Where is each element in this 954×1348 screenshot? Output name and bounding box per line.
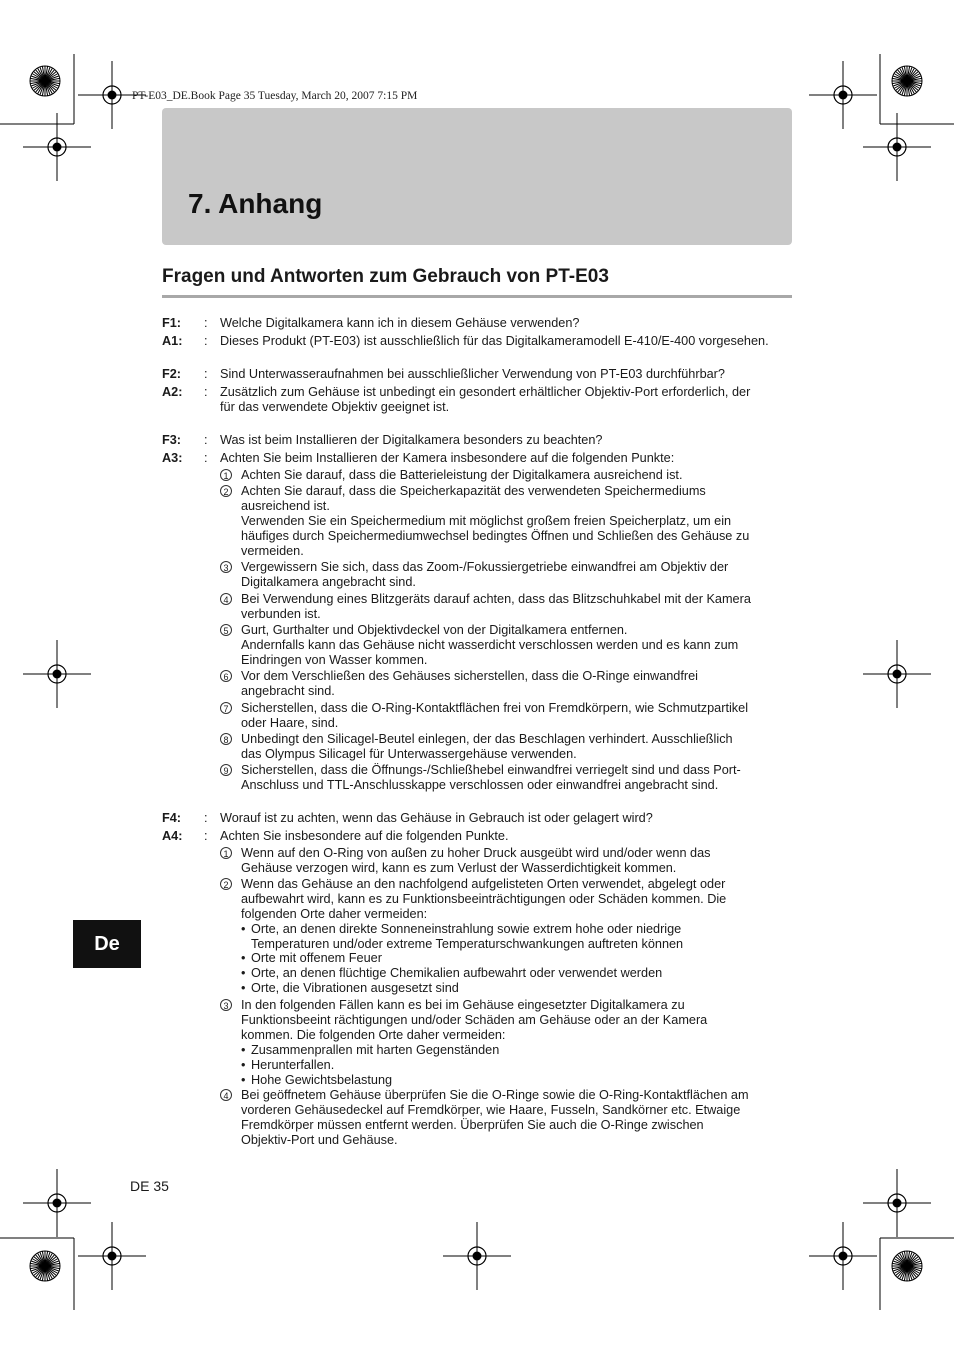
- registration-crosshair: [78, 1222, 146, 1290]
- page-number: DE 35: [130, 1178, 169, 1194]
- item-text: In den folgenden Fällen kann es bei im Gehäuse eingesetzter Digitalkamera zu Funktionsbeeint rächtigungen und/oder Schäden am Gehäuse oder an der Kamera kommen. Die folgenden Orte daher vermeiden:: [241, 998, 708, 1042]
- item-text: Wenn das Gehäuse an den nachfolgend aufgelisteten Orten verwendet, abgelegt oder aufbewahrt wird, kann es zu Funktionsbeeinträchtigungen oder Schäden kommen. Die folgenden Orte daher vermeiden:: [241, 877, 727, 921]
- chapter-banner: [162, 108, 792, 245]
- question-text: Welche Digitalkamera kann ich in diesem Gehäuse verwenden?: [220, 316, 580, 330]
- answer-label: A2:: [162, 385, 183, 399]
- circled-number: 9: [220, 764, 232, 776]
- section-title: Fragen und Antworten zum Gebrauch von PT-E03: [162, 266, 609, 287]
- answer-label: A3:: [162, 451, 183, 465]
- answer-intro: Achten Sie insbesondere auf die folgenden Punkte.: [220, 829, 509, 843]
- circled-number: 7: [220, 702, 232, 714]
- circled-number: 4: [220, 593, 232, 605]
- registration-crosshair: [23, 640, 91, 708]
- circled-number: 3: [220, 561, 232, 573]
- registration-crosshair: [863, 1169, 931, 1237]
- registration-starburst: [892, 66, 922, 96]
- circled-number: 4: [220, 1089, 232, 1101]
- circled-number: 3: [220, 999, 232, 1011]
- question-label: F3:: [162, 433, 182, 447]
- item-text: Achten Sie darauf, dass die Speicherkapazität des verwendeten Speichermediums ausreichend ist. Verwenden Sie ein Speichermedium mit möglichst großem freien Speicherplatz, um ein häufiges durch Speichermediumwechsel bedingtes Öffnen und Schließen des Gehäuse zu vermeiden.: [241, 484, 750, 558]
- circled-number: 2: [220, 878, 232, 890]
- registration-crosshair: [863, 113, 931, 181]
- item-text: Vergewissern Sie sich, dass das Zoom-/Fokussiergetriebe einwandfrei am Objektiv der Digitalkamera angebracht sind.: [241, 560, 729, 589]
- registration-starburst: [892, 1251, 922, 1281]
- registration-crosshair: [809, 1222, 877, 1290]
- book-header: PT-E03_DE.Book Page 35 Tuesday, March 20, 2007 7:15 PM: [132, 90, 418, 102]
- registration-crosshair: [23, 113, 91, 181]
- question-label: F4:: [162, 811, 182, 825]
- question-text: Was ist beim Installieren der Digitalkamera besonders zu beachten?: [220, 433, 603, 447]
- circled-number: 1: [220, 847, 232, 859]
- question-text: Sind Unterwasseraufnahmen bei ausschließlicher Verwendung von PT-E03 durchführbar?: [220, 367, 725, 381]
- section-divider: [162, 295, 792, 298]
- language-tab: De: [73, 920, 141, 968]
- registration-crosshair: [809, 61, 877, 129]
- item-text: Bei Verwendung eines Blitzgeräts darauf achten, dass das Blitzschuhkabel mit der Kamera verbunden ist.: [241, 592, 751, 621]
- chapter-title: 7. Anhang: [188, 188, 323, 219]
- answer-label: A4:: [162, 829, 183, 843]
- registration-crosshair: [23, 1169, 91, 1237]
- item-text: Unbedingt den Silicagel-Beutel einlegen, der das Beschlagen verhindert. Ausschließlich das Olympus Silicagel für Unterwassergehäuse verwenden.: [241, 732, 733, 761]
- circled-number: 6: [220, 670, 232, 682]
- item-text: Gurt, Gurthalter und Objektivdeckel von der Digitalkamera entfernen. Andernfalls kann das Gehäuse nicht wasserdicht verschlossen werden und es kann zum Eindringen von Wasser kommen.: [241, 623, 739, 667]
- circled-number: 8: [220, 733, 232, 745]
- question-label: F1:: [162, 316, 182, 330]
- registration-starburst: [30, 66, 60, 96]
- item-text: Bei geöffnetem Gehäuse überprüfen Sie die O-Ringe sowie die O-Ring-Kontaktflächen am vorderen Gehäusedeckel auf Fremdkörper, wie Haare, Fusseln, Sandkörner etc. Etwaige Fremdkörper müssen entfernt werden. Überprüfen Sie auch die O-Ringe zwischen Objektiv-Port und Gehäuse.: [241, 1088, 749, 1147]
- item-text: Achten Sie darauf, dass die Batterieleistung der Digitalkamera ausreichend ist.: [241, 468, 683, 482]
- answer-intro: Achten Sie beim Installieren der Kamera insbesondere auf die folgenden Punkte:: [220, 451, 675, 465]
- item-text: Wenn auf den O-Ring von außen zu hoher Druck ausgeübt wird und/oder wenn das Gehäuse verzogen wird, kann es zum Verlust der Wasserdichtigkeit kommen.: [241, 846, 711, 875]
- answer-text-line1: Zusätzlich zum Gehäuse ist unbedingt ein gesondert erhältlicher Objektiv-Port erforderlich, der: [220, 385, 751, 399]
- answer-text-line2: für das verwendete Objektiv geeignet ist.: [220, 400, 450, 414]
- item-text: Sicherstellen, dass die O-Ring-Kontaktflächen frei von Fremdkörpern, wie Schmutzpartikel oder Haare, sind.: [241, 701, 749, 730]
- registration-crosshair: [863, 640, 931, 708]
- item-text: Sicherstellen, dass die Öffnungs-/Schließhebel einwandfrei verriegelt sind und dass Port- Anschluss und TTL-Anschlusskappe verschlossen oder einwandfrei angebracht sind.: [241, 763, 741, 792]
- question-text: Worauf ist zu achten, wenn das Gehäuse in Gebrauch ist oder gelagert wird?: [220, 811, 653, 825]
- registration-crosshair: [443, 1222, 511, 1290]
- question-label: F2:: [162, 367, 182, 381]
- answer-text: Dieses Produkt (PT-E03) ist ausschließlich für das Digitalkameramodell E-410/E-400 vorgesehen.: [220, 334, 769, 348]
- circled-number: 2: [220, 485, 232, 497]
- circled-number: 5: [220, 624, 232, 636]
- circled-number: 1: [220, 469, 232, 481]
- registration-starburst: [30, 1251, 60, 1281]
- answer-label: A1:: [162, 334, 183, 348]
- item-text: Vor dem Verschließen des Gehäuses sicherstellen, dass die O-Ringe einwandfrei angebracht sind.: [241, 669, 698, 698]
